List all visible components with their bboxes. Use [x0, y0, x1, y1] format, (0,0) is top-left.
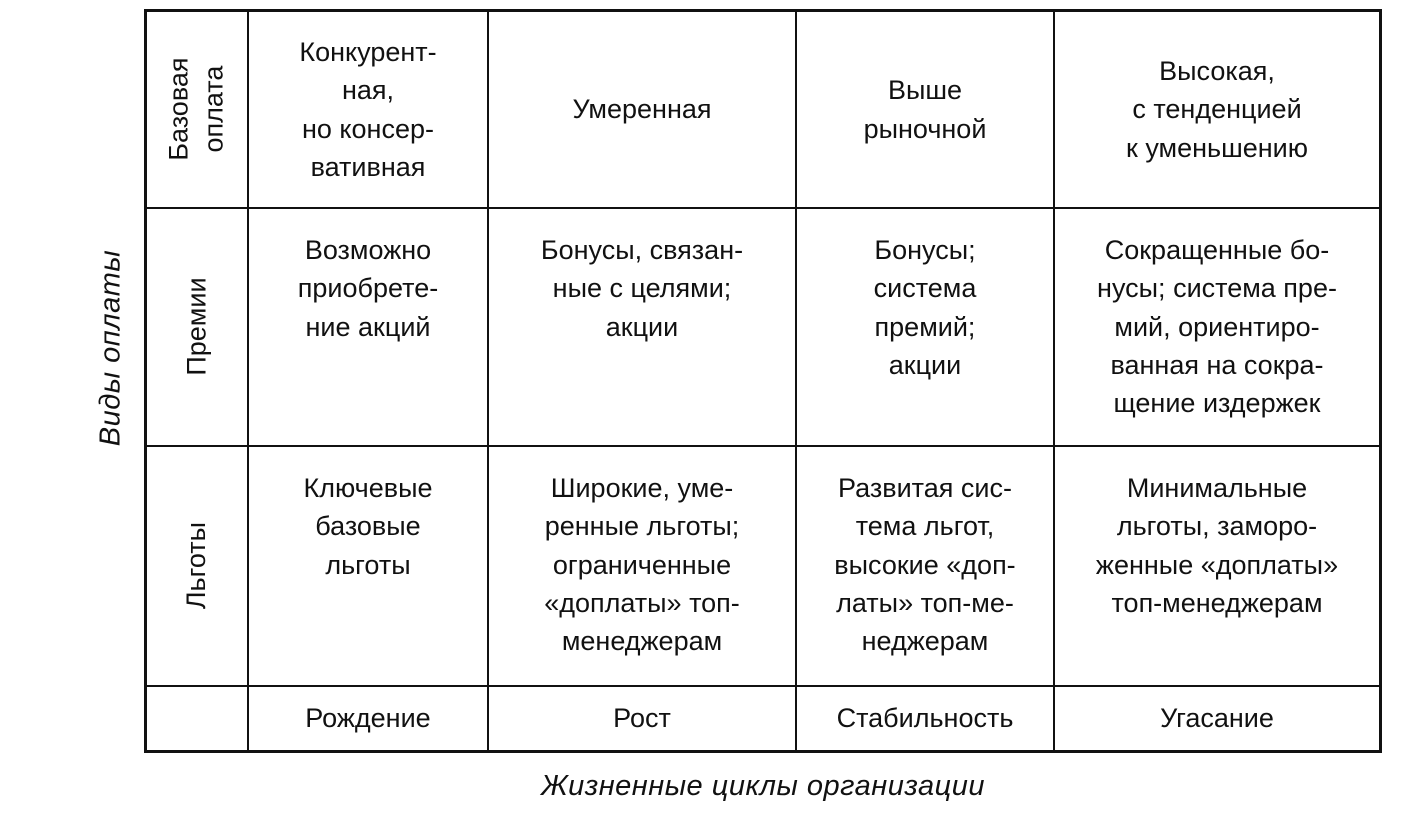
- cell-line: премий;: [874, 311, 976, 342]
- cell-line: «доплаты» топ-: [544, 587, 740, 618]
- table-cell-bonus-decline: [1055, 209, 1379, 447]
- cell-line: рыночной: [863, 113, 987, 144]
- cell-line: льготы, заморо-: [1116, 511, 1318, 542]
- cell-line: мий, ориентиро-: [1114, 311, 1320, 342]
- row-header-line: Базовая: [163, 57, 194, 162]
- table-cell-bonus-birth: [249, 209, 489, 447]
- table-cell-bonus-growth: [489, 209, 797, 447]
- cell-line: акции: [605, 311, 679, 342]
- cell-line: Высокая,: [1159, 56, 1275, 86]
- table-cell-bonus-stability: [797, 209, 1055, 447]
- cell-line: ренные льготы;: [544, 511, 740, 542]
- stage-birth: [249, 687, 489, 750]
- stage-corner-cell: [147, 687, 249, 750]
- stage-decline: [1055, 687, 1379, 750]
- table-cell-base-decline: [1055, 12, 1379, 209]
- cell-line: Развитая сис-: [838, 473, 1012, 503]
- cell-line: Умеренная: [572, 94, 712, 125]
- cell-line: но консер-: [302, 113, 434, 144]
- cell-line: ванная на сокра-: [1110, 349, 1324, 380]
- row-header-base-pay: [147, 12, 249, 209]
- cell-line: базовые: [315, 511, 421, 542]
- cell-line: Выше: [887, 75, 963, 106]
- cell-line: латы» топ-ме-: [836, 587, 1014, 618]
- row-header-line: Премии: [181, 277, 212, 377]
- x-axis-label: Жизненные циклы организации: [541, 770, 985, 802]
- table-cell-base-birth: [249, 12, 489, 209]
- cell-line: к уменьшению: [1126, 132, 1308, 163]
- table-cell-base-growth: [489, 12, 797, 209]
- cell-line: Бонусы;: [874, 235, 976, 265]
- row-header-benefits: [147, 447, 249, 687]
- cell-line: приобрете-: [297, 273, 439, 304]
- cell-line: система: [873, 273, 977, 304]
- cell-line: Широкие, уме-: [550, 473, 734, 503]
- cell-line: Сокращенные бо-: [1104, 235, 1330, 265]
- cell-line: нусы; система пре-: [1097, 273, 1337, 304]
- stage-label: Рождение: [305, 703, 431, 734]
- row-header-bonuses: [147, 209, 249, 447]
- cell-line: с тенденцией: [1132, 94, 1302, 125]
- lifecycle-pay-table: [144, 9, 1382, 753]
- cell-line: тема льгот,: [855, 511, 995, 542]
- stage-label: Угасание: [1160, 703, 1274, 734]
- cell-line: щение издержек: [1113, 388, 1321, 419]
- table-cell-benefit-birth: [249, 447, 489, 687]
- cell-line: льготы: [325, 549, 411, 580]
- cell-line: ные с целями;: [552, 273, 732, 304]
- cell-line: Минимальные: [1126, 473, 1308, 503]
- cell-line: Возможно: [304, 235, 432, 265]
- cell-line: ная,: [341, 75, 395, 106]
- table-cell-benefit-decline: [1055, 447, 1379, 687]
- cell-line: менеджерам: [561, 626, 723, 657]
- table-cell-benefit-growth: [489, 447, 797, 687]
- cell-line: вативная: [310, 151, 426, 182]
- stage-label: Рост: [613, 703, 671, 734]
- cell-line: Конкурент-: [299, 36, 437, 67]
- cell-line: ограниченные: [552, 549, 732, 580]
- stage-label: Стабильность: [836, 703, 1014, 734]
- stage-growth: [489, 687, 797, 750]
- cell-line: топ-менеджерам: [1111, 587, 1323, 618]
- cell-line: высокие «доп-: [834, 549, 1016, 580]
- cell-line: неджерам: [861, 626, 989, 657]
- cell-line: Бонусы, связан-: [540, 235, 744, 265]
- row-header-line: оплата: [199, 66, 230, 153]
- y-axis-label: Виды оплаты: [94, 249, 127, 447]
- row-header-line: Льготы: [181, 522, 212, 610]
- cell-line: женные «доплаты»: [1095, 549, 1339, 580]
- cell-line: ние акций: [305, 311, 431, 342]
- stage-stability: [797, 687, 1055, 750]
- cell-line: Ключевые: [303, 473, 433, 503]
- cell-line: акции: [888, 349, 962, 380]
- table-cell-benefit-stability: [797, 447, 1055, 687]
- table-cell-base-stability: [797, 12, 1055, 209]
